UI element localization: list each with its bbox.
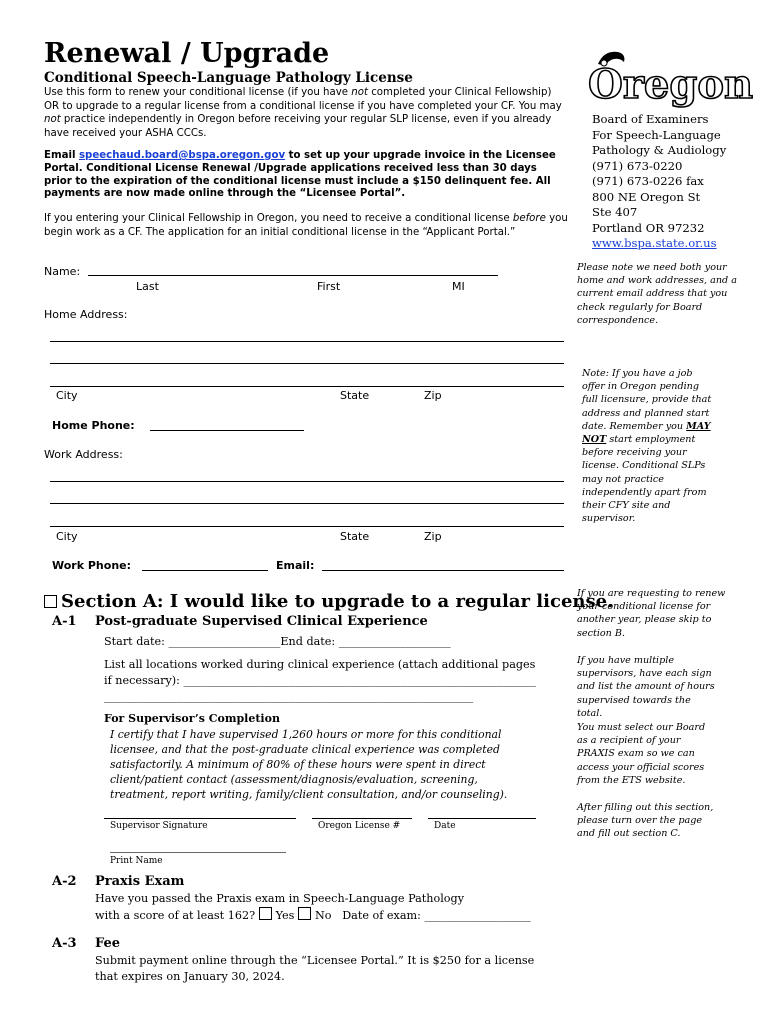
oregon-license-caption: Oregon License #	[318, 821, 401, 831]
intro-paragraph: Use this form to renew your conditional license (if you have not completed your Clinical Fellowship) OR to upgrade to a regular license from a conditional license if you have completed your CF. You may not practice independently in Oregon before receiving your regular SLP license, even if you already have received your ASHA CCCs.	[44, 87, 562, 139]
locations-extra-line[interactable]: __________________________________________________________________	[104, 690, 474, 703]
signature-date-line[interactable]	[428, 818, 536, 819]
a1-number: A-1	[52, 614, 77, 629]
home-address-line-1[interactable]	[50, 341, 564, 342]
a2-title: Praxis Exam	[95, 874, 185, 889]
oregon-logo	[574, 46, 754, 108]
fee-text: Submit payment online through the “Licensee Portal.” It is $250 for a license that expires on January 30, 2024.	[95, 954, 535, 983]
board-suite: Ste 407	[592, 205, 638, 219]
board-line: Pathology & Audiology	[592, 143, 727, 157]
praxis-answer-row: with a score of at least 162? Yes No Date of exam: ___________________	[95, 909, 531, 922]
praxis-note: You must select our Board as a recipient of your PRAXIS exam so we can access your official scores from the ETS website.	[577, 722, 706, 786]
work-address-line-3[interactable]	[50, 526, 564, 527]
first-name-caption: First	[317, 280, 341, 293]
email-field[interactable]	[322, 570, 564, 571]
supervisor-heading: For Supervisor’s Completion	[104, 712, 280, 725]
multiple-supervisors-note: If you have multiple supervisors, have each sign and list the amount of hours supervised towards the total.	[577, 655, 715, 719]
a3-title: Fee	[95, 936, 121, 951]
home-address-line-2[interactable]	[50, 363, 564, 364]
supervisor-signature-caption: Supervisor Signature	[110, 821, 208, 831]
locations-field[interactable]: List all locations worked during clinical experience (attach additional pages if necessary): _______________________________________________________________	[104, 658, 536, 687]
date-caption: Date	[434, 821, 456, 831]
home-phone-field[interactable]	[150, 430, 304, 431]
board-city: Portland OR 97232	[592, 220, 705, 235]
work-zip-caption: Zip	[424, 530, 442, 543]
supervisor-certification: I certify that I have supervised 1,260 hours or more for this conditional licensee, and that the post-graduate clinical experience was completed satisfactorily. A minimum of 80% of these hours were spent in direct client/patient contact (assessment/diagnosis/evaluation, screening, treatment, report writing, family/client consultation, and/or counseling).	[110, 728, 508, 801]
board-phone: (971) 673-0220	[592, 158, 683, 173]
middle-initial-caption: MI	[452, 280, 465, 293]
oregon-license-line[interactable]	[312, 818, 412, 819]
work-address-line-2[interactable]	[50, 503, 564, 504]
name-field[interactable]	[88, 275, 498, 276]
cf-paragraph: If you entering your Clinical Fellowship in Oregon, you need to receive a conditional license before you begin work as a CF. The application for an initial conditional license in the “Applicant Portal.”	[44, 213, 568, 238]
praxis-question: Have you passed the Praxis exam in Speech-Language Pathology	[95, 892, 465, 905]
a1-title: Post-graduate Supervised Clinical Experience	[95, 614, 428, 629]
clinical-dates-field[interactable]: Start date: ____________________End date: ____________________	[104, 635, 451, 648]
home-address-line-3[interactable]	[50, 386, 564, 387]
section-a-heading: Section A: I would like to upgrade to a regular license.	[44, 591, 613, 612]
svg-text:Oregon: Oregon	[588, 61, 754, 108]
work-city-caption: City	[56, 530, 78, 543]
a3-number: A-3	[52, 936, 77, 951]
after-section-note: After filling out this section, please turn over the page and fill out section C.	[577, 802, 714, 840]
board-email-link[interactable]: speechaud.board@bspa.oregon.gov	[78, 150, 286, 161]
board-website-link[interactable]: www.bspa.state.or.us	[592, 236, 717, 250]
work-state-caption: State	[340, 530, 370, 543]
home-city-caption: City	[56, 389, 78, 402]
home-zip-caption: Zip	[424, 389, 442, 402]
supervisor-signature-line[interactable]	[104, 818, 296, 819]
form-subtitle: Conditional Speech-Language Pathology License	[44, 70, 413, 86]
board-contact-info	[592, 112, 762, 252]
email-label: Email:	[276, 559, 315, 572]
board-line: For Speech-Language	[592, 127, 721, 142]
home-phone-label: Home Phone:	[52, 419, 135, 432]
praxis-no-checkbox[interactable]	[298, 907, 311, 920]
a2-number: A-2	[52, 874, 77, 889]
board-street: 800 NE Oregon St	[592, 189, 701, 204]
address-note: Please note we need both your home and work addresses, and a current email address that you check regularly for Board correspondence.	[577, 262, 737, 326]
board-fax: (971) 673-0226 fax	[592, 174, 704, 188]
email-paragraph: Email speechaud.board@bspa.oregon.gov to set up your upgrade invoice in the Licensee Portal. Conditional License Renewal /Upgrade applications received less than 30 days prior to the expiration of the conditional license must include a $150 delinquent fee. All payments are now made online through the “Licensee Portal”.	[44, 150, 556, 200]
praxis-date-field[interactable]: Date of exam: ___________________	[342, 909, 531, 922]
home-state-caption: State	[340, 389, 370, 402]
form-title: Renewal / Upgrade	[44, 38, 330, 69]
praxis-yes-checkbox[interactable]	[259, 907, 272, 920]
home-address-label: Home Address:	[44, 308, 128, 321]
name-label: Name:	[44, 265, 81, 278]
work-phone-field[interactable]	[142, 570, 268, 571]
section-a-checkbox[interactable]	[44, 595, 57, 608]
job-offer-note: Note: If you have a job offer in Oregon pending full licensure, provide that address and planned start date. Remember you MAY NOT start employment before receiving your license. Conditional SLPs may not practice independently apart from their CFY site and supervisor.	[582, 368, 712, 525]
oregon-logo-graphic	[574, 46, 754, 108]
last-name-caption: Last	[136, 280, 159, 293]
print-name-caption: Print Name	[110, 856, 163, 866]
work-address-line-1[interactable]	[50, 481, 564, 482]
print-name-line[interactable]	[110, 852, 286, 853]
work-phone-label: Work Phone:	[52, 559, 132, 572]
renew-note: If you are requesting to renew your conditional license for another year, please skip to section B.	[577, 588, 726, 639]
board-line: Board of Examiners	[592, 112, 709, 126]
work-address-label: Work Address:	[44, 448, 123, 461]
